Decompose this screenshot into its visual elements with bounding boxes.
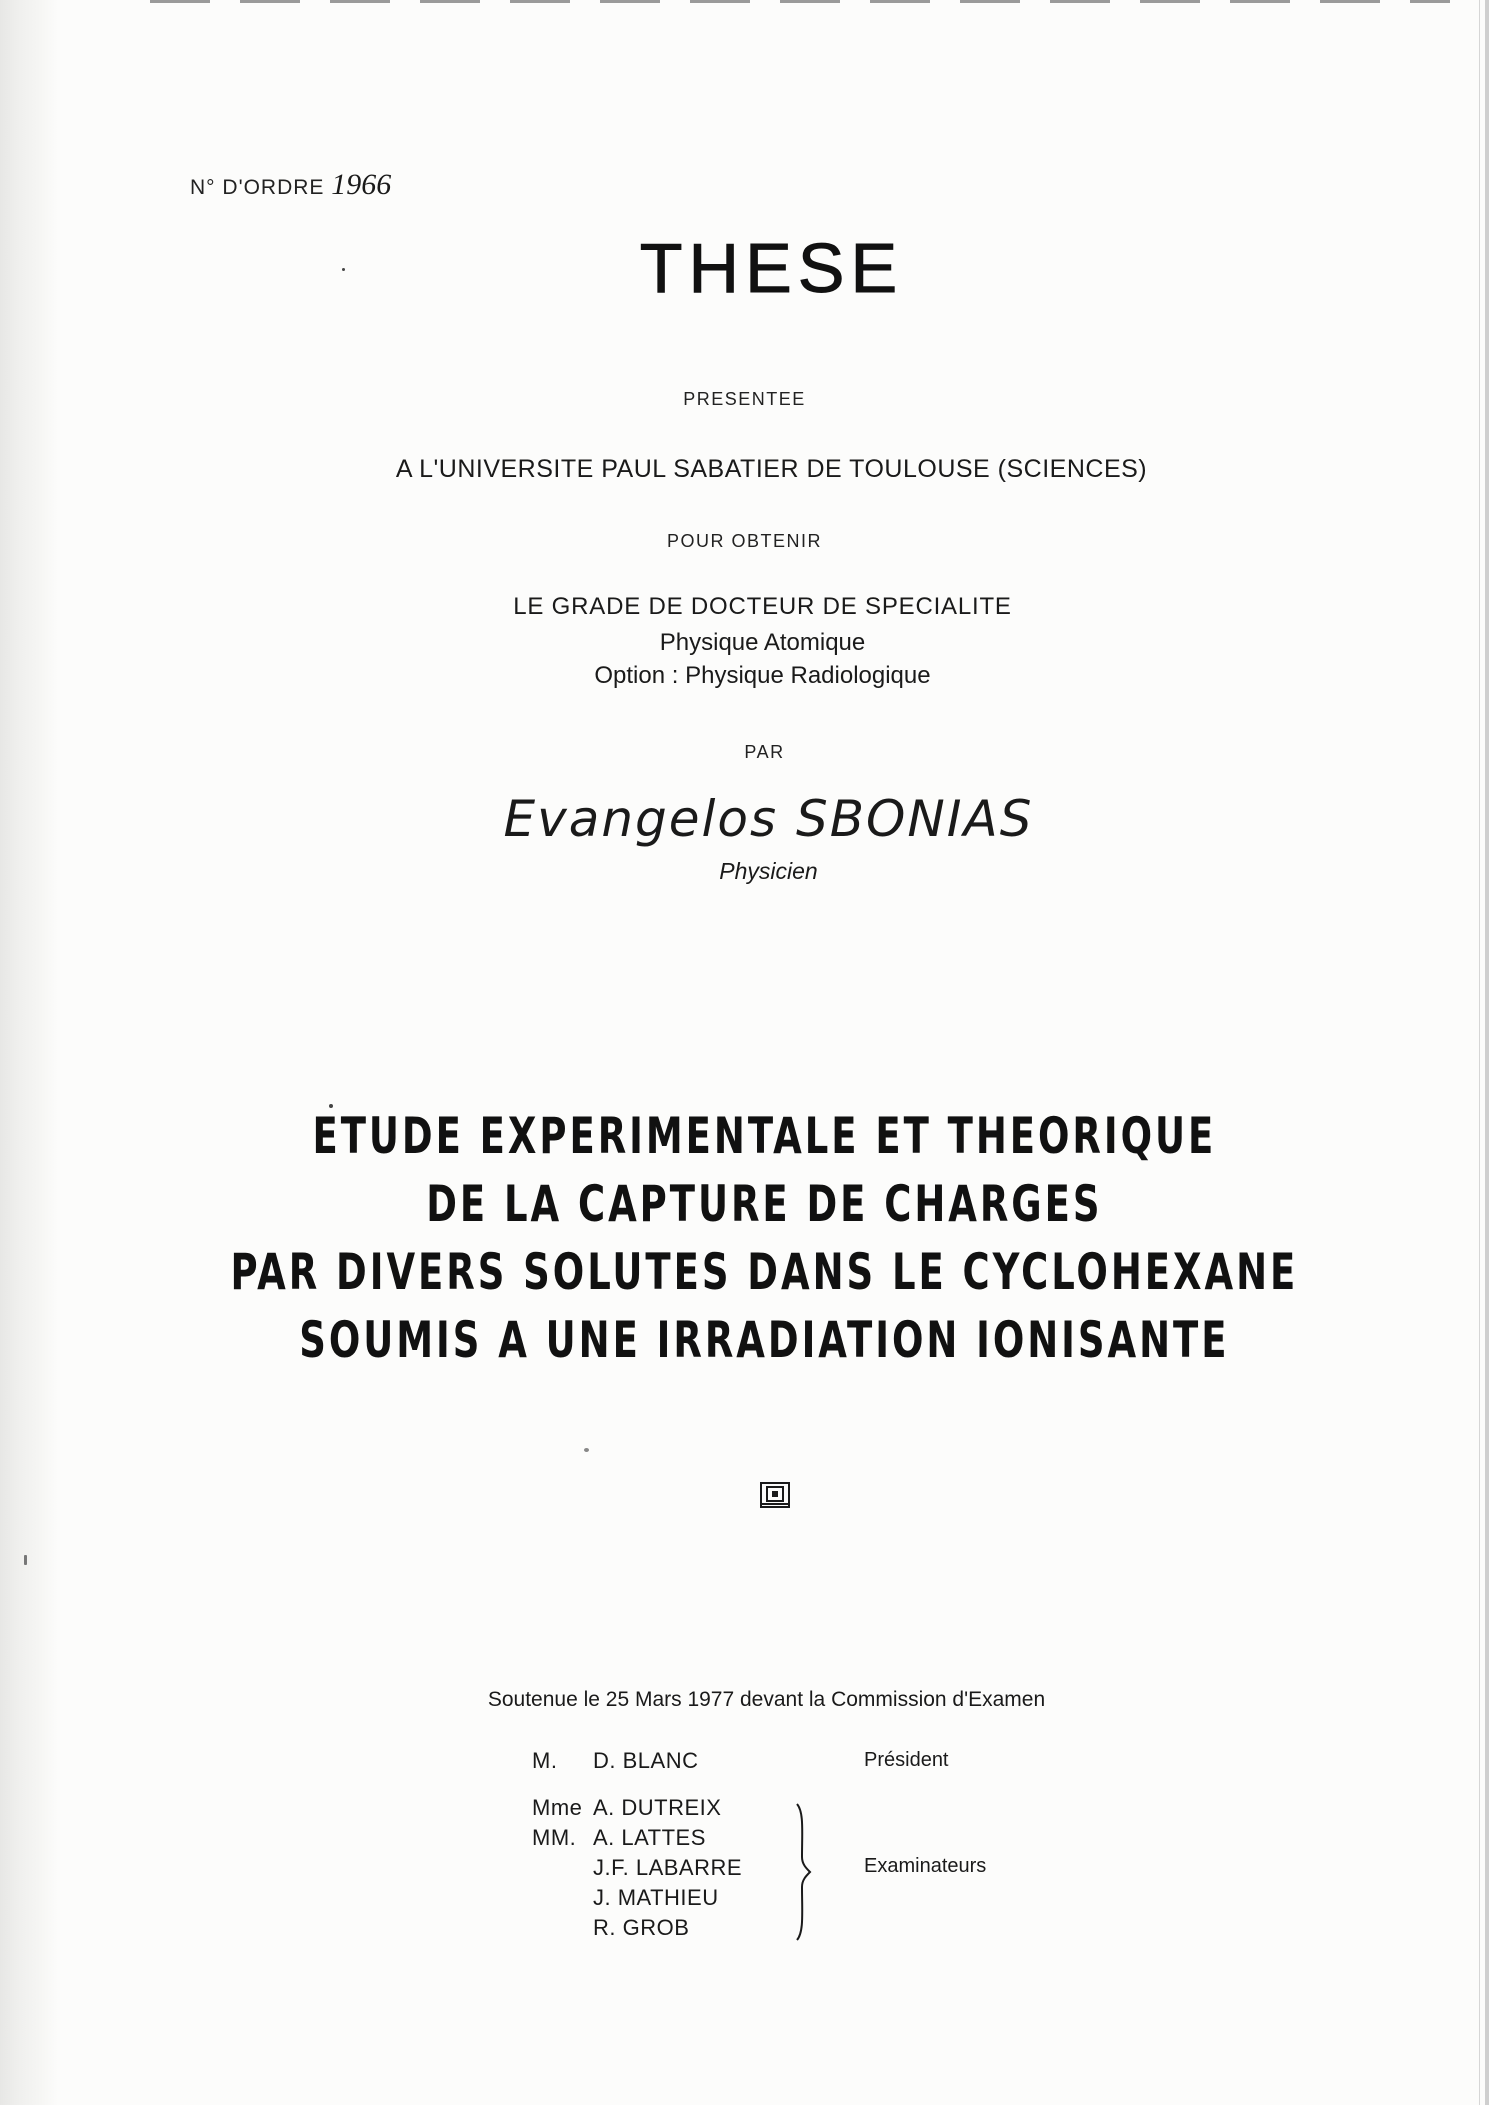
presentee-label: PRESENTEE: [683, 389, 806, 409]
scan-left-edge: [0, 0, 58, 2105]
pour-obtenir-label: POUR OBTENIR: [666, 531, 822, 551]
jury-brace: [794, 1802, 814, 1942]
jury-examiner-name: A. DUTREIX: [593, 1795, 722, 1820]
option-line: Option : Physique Radiologique: [594, 662, 931, 689]
jury-examiners-role: Examinateurs: [864, 1855, 987, 1877]
author-role: Physicien: [719, 858, 818, 884]
thesis-title-line-1: ETUDE EXPERIMENTALE ET THEORIQUE: [312, 1107, 1217, 1165]
jury-examiner-name: R. GROB: [593, 1915, 690, 1940]
university-emblem-icon: [760, 1482, 790, 1508]
author-name: Evangelos SBONIAS: [503, 790, 1034, 848]
university-line: A L'UNIVERSITE PAUL SABATIER DE TOULOUSE (SCIENCES): [395, 455, 1148, 483]
par-label: PAR: [744, 742, 785, 762]
scan-right-edge: [1485, 0, 1489, 2105]
jury-president-title: M.: [532, 1748, 558, 1773]
thesis-title-line-2: DE LA CAPTURE DE CHARGES: [426, 1175, 1103, 1233]
defense-line: Soutenue le 25 Mars 1977 devant la Commission d'Examen: [487, 1688, 1046, 1711]
jury-examiner-title: Mme: [532, 1795, 583, 1820]
jury-examiner-name: J.F. LABARRE: [593, 1855, 743, 1880]
grade-line: LE GRADE DE DOCTEUR DE SPECIALITE: [513, 593, 1012, 620]
jury-examiner-title: MM.: [532, 1825, 577, 1850]
document-title: THESE: [639, 229, 904, 307]
thesis-title-line-4: SOUMIS A UNE IRRADIATION IONISANTE: [299, 1311, 1230, 1369]
order-number-label: N° D'ORDRE: [190, 176, 325, 199]
jury-president-role: Président: [864, 1749, 949, 1771]
order-number-value: 1966: [331, 168, 392, 201]
order-number: [190, 168, 391, 202]
thesis-title-line-3: PAR DIVERS SOLUTES DANS LE CYCLOHEXANE: [230, 1243, 1299, 1301]
jury-examiner-name: A. LATTES: [593, 1825, 706, 1850]
speciality-line: Physique Atomique: [659, 629, 866, 656]
scan-speck: [584, 1448, 589, 1452]
scan-right-line: [1479, 0, 1480, 2105]
jury-president-name: D. BLANC: [593, 1748, 699, 1773]
scan-top-strip: [150, 0, 1450, 3]
jury-examiner-name: J. MATHIEU: [593, 1885, 719, 1910]
scan-speck: [24, 1555, 27, 1565]
